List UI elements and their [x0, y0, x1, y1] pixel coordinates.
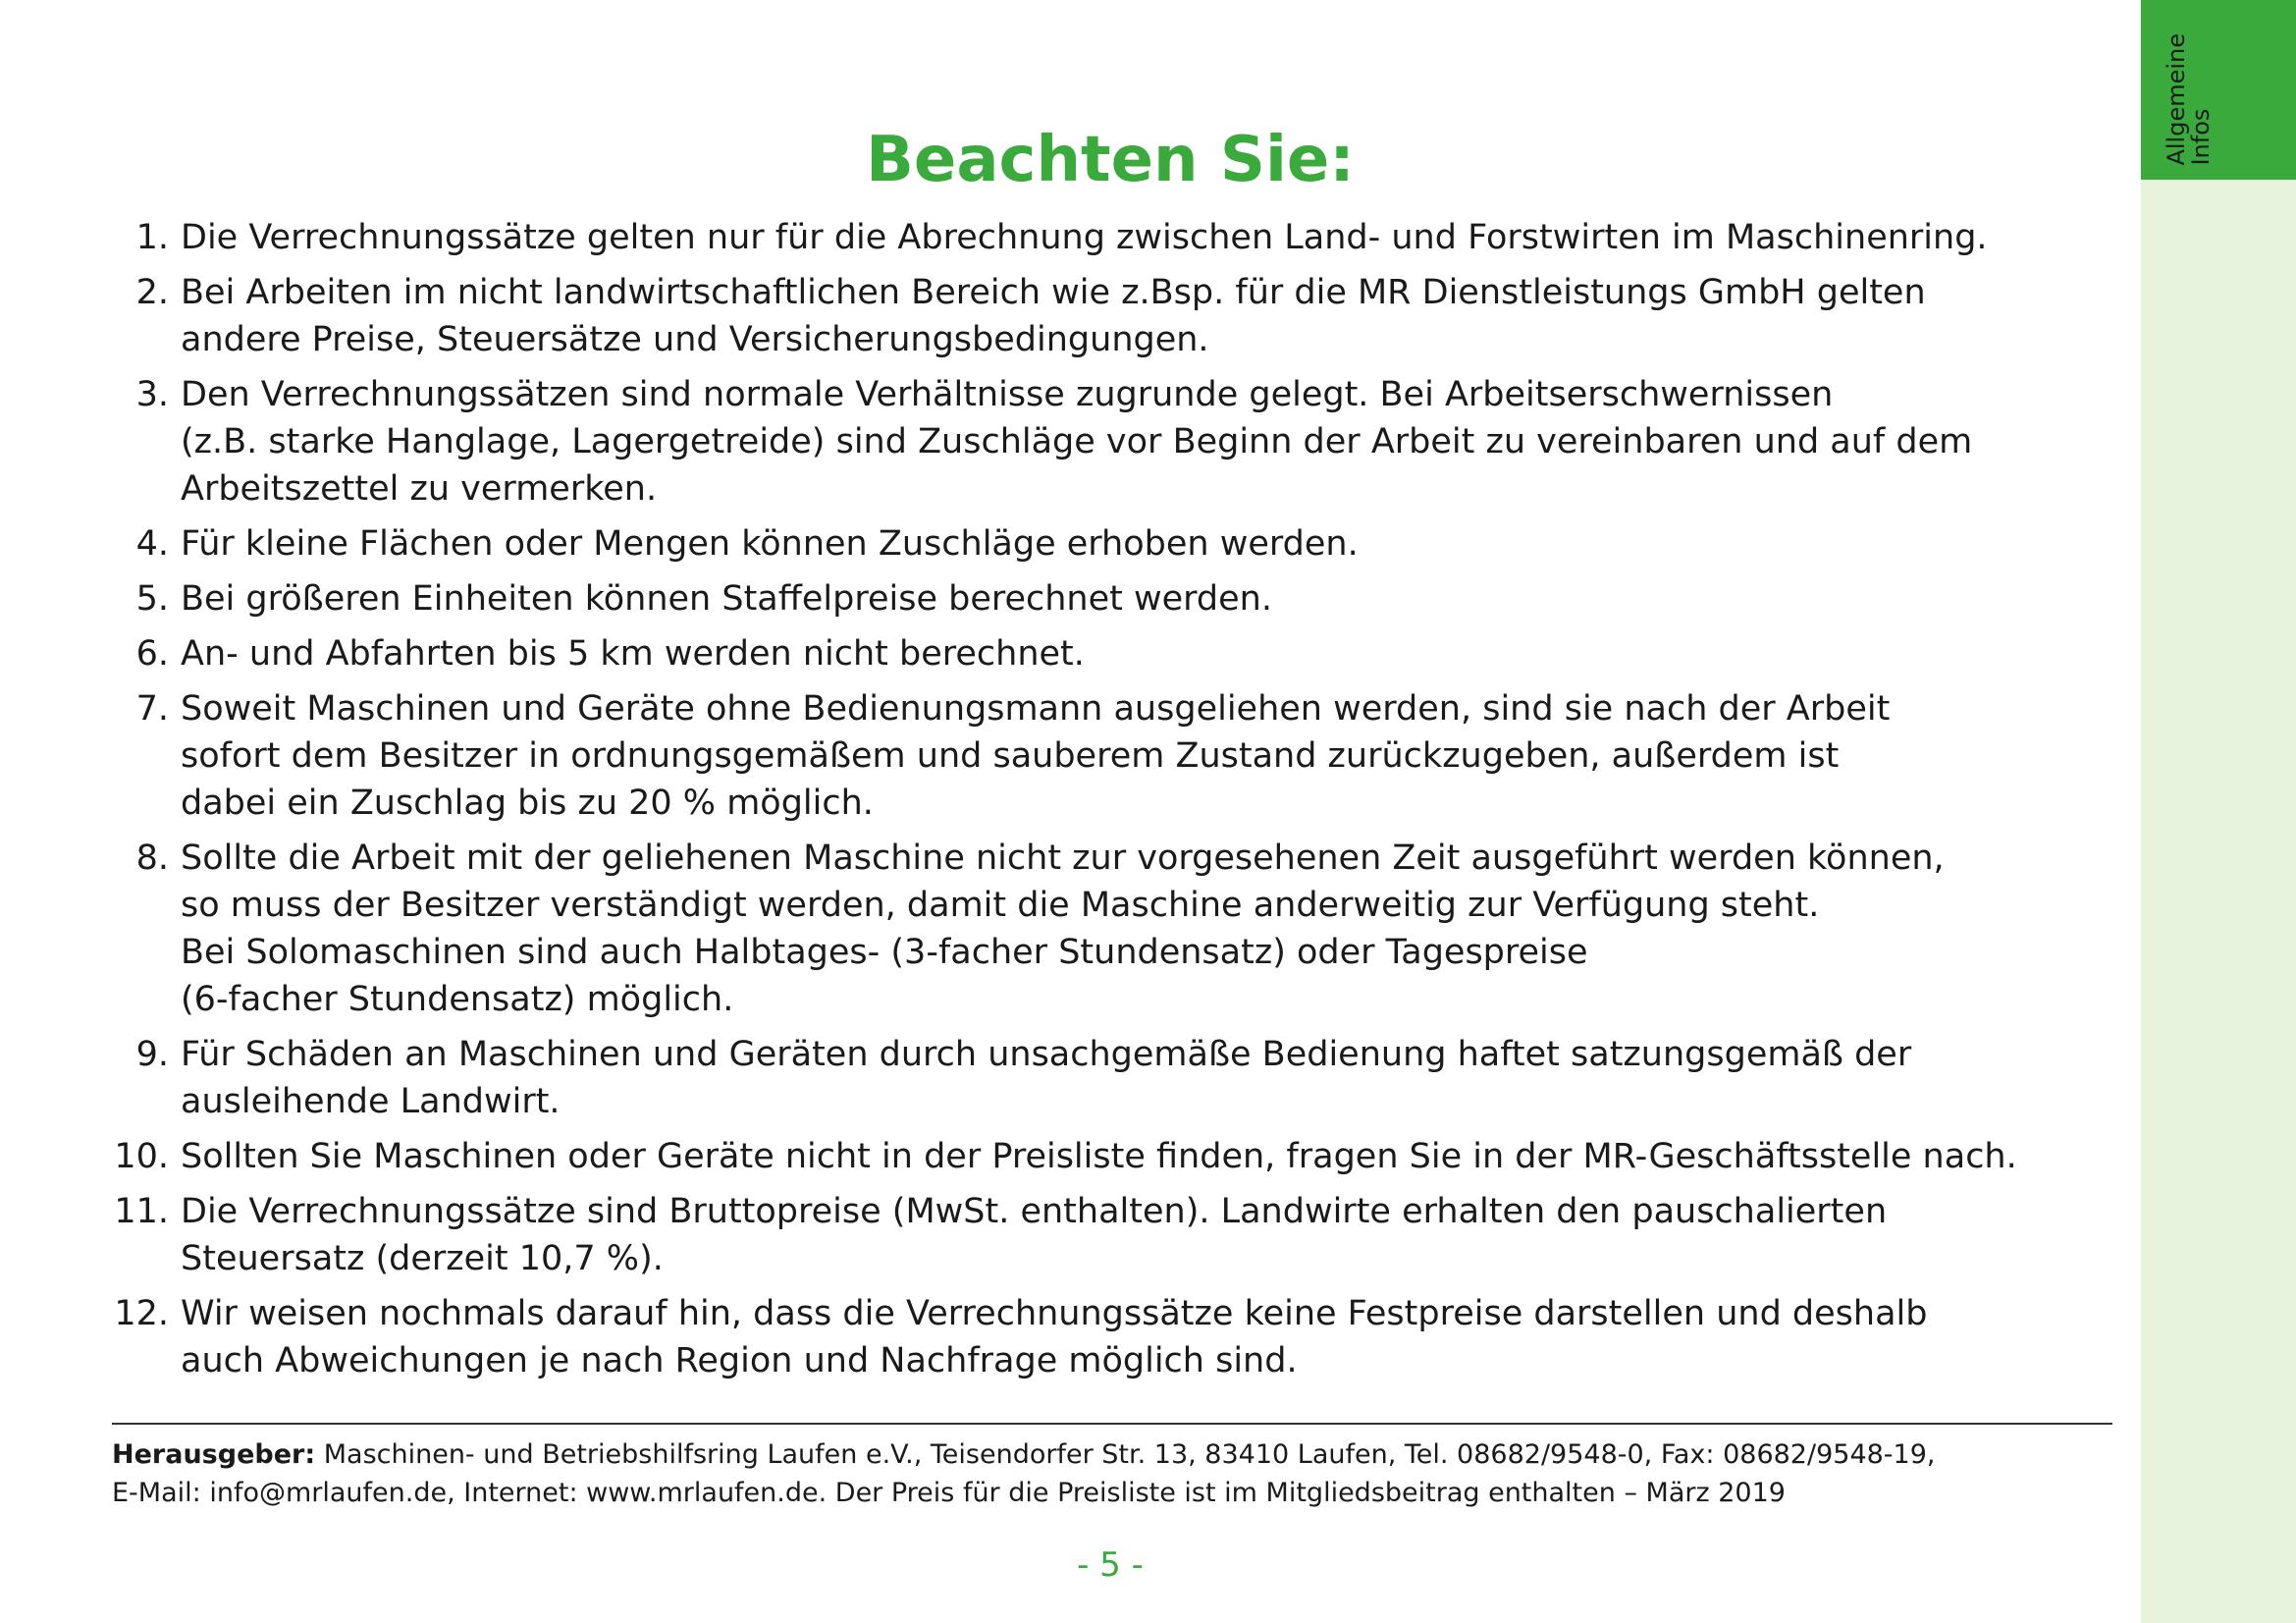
list-item-number: 3. — [135, 375, 169, 414]
list-item-number: 2. — [135, 273, 169, 312]
list-item — [112, 1031, 2144, 1125]
list-item-number: 1. — [135, 218, 169, 257]
page-number: - 5 - — [1077, 1545, 1144, 1585]
list-item — [112, 1188, 2144, 1282]
list-item-number: 4. — [135, 524, 169, 564]
list-item — [112, 575, 2144, 622]
list-item-text: Für kleine Flächen oder Mengen können Zuschläge erhoben werden. — [181, 524, 1359, 564]
list-item-text: Sollten Sie Maschinen oder Geräte nicht in der Preisliste finden, fragen Sie in der MR-Geschäftsstelle nach. — [181, 1137, 2017, 1176]
list-item — [112, 835, 2144, 1023]
list-item — [112, 630, 2144, 677]
list-item-text: Die Verrechnungssätze sind Bruttopreise (MwSt. enthalten). Landwirte erhalten den pauschalierten Steuersatz (derzeit 10,7 %). — [181, 1192, 1888, 1278]
list-item-number: 10. — [114, 1137, 169, 1176]
list-item — [112, 269, 2144, 363]
list-item-text: Soweit Maschinen und Geräte ohne Bedienungsmann ausgeliehen werden, sind sie nach der Arbeit sofort dem Besitzer in ordnungsgemäßem und sauberem Zustand zurückzugeben, außerdem ist dabei ein Zuschlag bis zu 20 % möglich. — [181, 689, 1891, 823]
list-item-text: Den Verrechnungssätzen sind normale Verhältnisse zugrunde gelegt. Bei Arbeitserschwernissen (z.B. starke Hanglage, Lagergetreide) sind Zuschläge vor Beginn der Arbeit zu vereinbaren und auf dem Arbeitszettel zu vermerken. — [181, 375, 1973, 509]
list-item-number: 5. — [135, 579, 169, 619]
list-item-text: Sollte die Arbeit mit der geliehenen Maschine nicht zur vorgesehenen Zeit ausgeführt werden können, so muss der Besitzer verständigt werden, damit die Maschine anderweitig zur Verfügung steht. Bei Solomaschinen sind auch Halbtages- (3-facher Stundensatz) oder Tagespreise (6-facher Stundensatz) möglich. — [181, 839, 1945, 1019]
list-item-text: Wir weisen nochmals darauf hin, dass die Verrechnungssätze keine Festpreise darstellen und deshalb auch Abweichungen je nach Region und Nachfrage möglich sind. — [181, 1294, 1928, 1380]
list-item-number: 6. — [135, 634, 169, 674]
list-item-number: 12. — [114, 1294, 169, 1333]
list-item — [112, 520, 2144, 568]
section-tab-label: Allgemeine Infos — [2163, 33, 2215, 166]
imprint — [112, 1435, 2134, 1512]
footer-divider — [112, 1423, 2112, 1425]
list-item-number: 9. — [135, 1035, 169, 1074]
side-strip — [2141, 0, 2296, 1623]
list-item-number: 11. — [114, 1192, 169, 1231]
list-item — [112, 685, 2144, 827]
list-item-number: 7. — [135, 689, 169, 729]
imprint-line-2: E-Mail: info@mrlaufen.de, Internet: www.mrlaufen.de. Der Preis für die Preisliste ist im Mitgliedsbeitrag enthalten – März 2019 — [112, 1478, 1786, 1508]
imprint-line-1 — [112, 1435, 2134, 1474]
imprint-publisher-text: Maschinen- und Betriebshilfsring Laufen e.V., Teisendorfer Str. 13, 83410 Laufen, Tel. 08682/9548-0, Fax: 08682/9548-19, — [315, 1439, 1936, 1470]
list-item-text: Die Verrechnungssätze gelten nur für die Abrechnung zwischen Land- und Forstwirten im Maschinenring. — [181, 218, 1988, 257]
list-item — [112, 1290, 2144, 1384]
list-item-text: Bei größeren Einheiten können Staffelpreise berechnet werden. — [181, 579, 1272, 619]
list-item-text: An- und Abfahrten bis 5 km werden nicht berechnet. — [181, 634, 1085, 674]
list-item-text: Für Schäden an Maschinen und Geräten durch unsachgemäße Bedienung haftet satzungsgemäß der ausleihende Landwirt. — [181, 1035, 1912, 1121]
list-item — [112, 214, 2144, 261]
list-item — [112, 1133, 2144, 1180]
page-title: Beachten Sie: — [866, 124, 1355, 196]
list-item — [112, 371, 2144, 513]
notes-list — [112, 214, 2144, 1392]
list-item-text: Bei Arbeiten im nicht landwirtschaftlichen Bereich wie z.Bsp. für die MR Dienstleistungs GmbH gelten andere Preise, Steuersätze und Versicherungsbedingungen. — [181, 273, 1926, 359]
list-item-number: 8. — [135, 839, 169, 878]
imprint-label: Herausgeber: — [112, 1439, 316, 1470]
